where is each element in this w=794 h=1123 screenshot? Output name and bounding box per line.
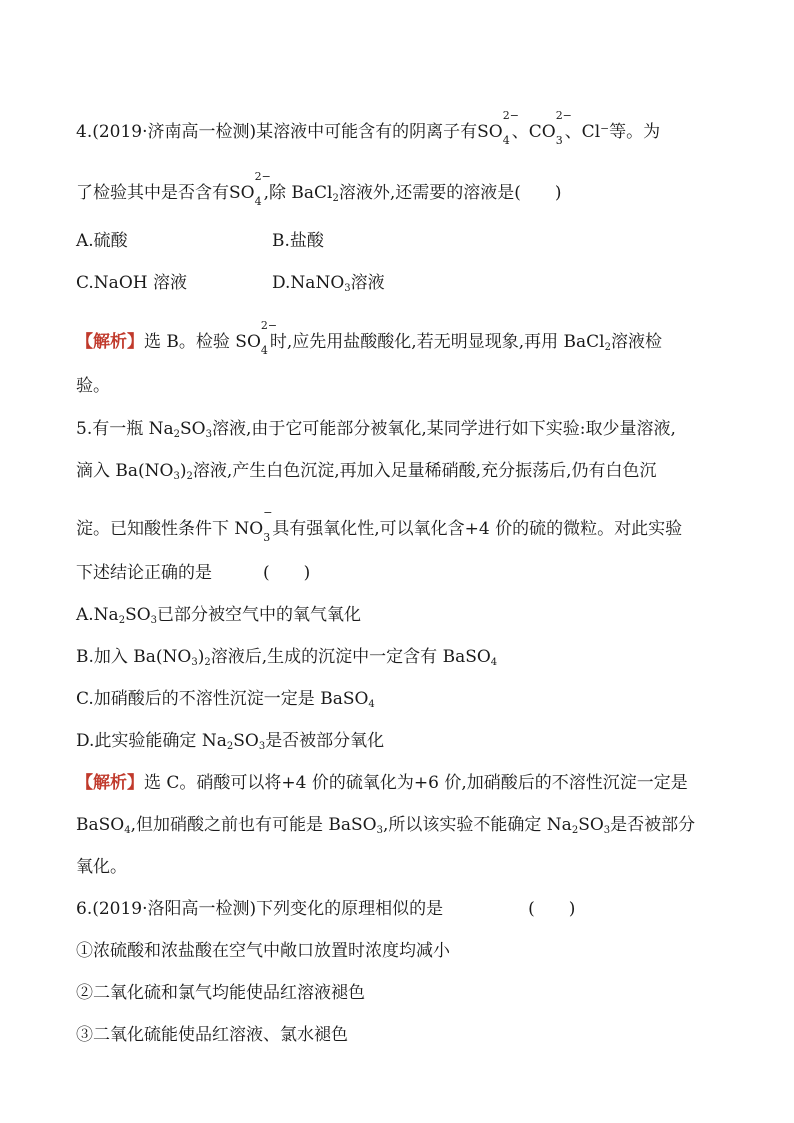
analysis-tag: 【解析】 bbox=[76, 332, 144, 352]
q5-analysis-line1: 【解析】选 C。硝酸可以将+4 价的硫氧化为+6 价,加硝酸后的不溶性沉淀一定是 bbox=[76, 773, 688, 793]
q4-option-d: D.NaNO$_3$溶液 bbox=[272, 273, 385, 294]
q6-stem: 6.(2019·洛阳高一检测)下列变化的原理相似的是 ( ) bbox=[76, 899, 576, 919]
co3-ion: 2− $_3$ bbox=[555, 109, 572, 147]
so4-ion: 2− $_4$ bbox=[502, 109, 519, 147]
q6-item-1: ①浓硫酸和浓盐酸在空气中敞口放置时浓度均减小 bbox=[76, 941, 450, 961]
q6-item-2: ②二氧化硫和氯气均能使品红溶液褪色 bbox=[76, 983, 365, 1003]
q5-stem-line3: 淀。已知酸性条件下 NO − $_3$ 具有强氧化性,可以氧化含+4 价的硫的微粒。对此实验 bbox=[76, 506, 683, 544]
q4-option-a: A.硫酸 bbox=[76, 231, 128, 251]
q4-option-b: B.盐酸 bbox=[272, 231, 324, 251]
q5-analysis-line2: BaSO$_4$,但加硝酸之前也有可能是 BaSO$_3$,所以该实验不能确定 $Na_2SO_3$是否被部分 bbox=[76, 815, 696, 836]
q4-option-c: C.NaOH 溶液 bbox=[76, 273, 187, 293]
q5-analysis-line3: 氧化。 bbox=[76, 857, 127, 877]
so4-ion: 2− $_4$ bbox=[260, 319, 278, 357]
q5-stem-line2: 滴入 $Ba(NO_3)_2$溶液,产生白色沉淀,再加入足量稀硝酸,充分振荡后,仍有白色沉 bbox=[76, 461, 657, 482]
q6-item-3: ③二氧化硫能使品红溶液、氯水褪色 bbox=[76, 1025, 348, 1045]
q4-analysis-line1: 【解析】选 B。检验 SO 2− $_4$ 时,应先用盐酸酸化,若无明显现象,再用 BaCl$_2$溶液检 bbox=[76, 319, 662, 357]
q4-stem-line2: 了检验其中是否含有SO 2− $_4$ ,除 BaCl$_2$溶液外,还需要的溶液是( ) bbox=[76, 170, 562, 208]
no3-ion: − $_3$ bbox=[263, 506, 273, 544]
so4-ion: 2− $_4$ bbox=[254, 170, 271, 208]
q5-stem-line4: 下述结论正确的是 ( ) bbox=[76, 563, 311, 583]
q5-option-c: C.加硝酸后的不溶性沉淀一定是 BaSO$_4$ bbox=[76, 689, 375, 710]
q5-stem-line1: 5.有一瓶 $Na_2SO_3$溶液,由于它可能部分被氧化,某同学进行如下实验:取少量溶液, bbox=[76, 419, 676, 440]
q4-stem-line1: 4.(2019·济南高一检测)某溶液中可能含有的阴离子有SO 2− $_4$ 、CO 2− $_3$ 、Cl⁻等。为 bbox=[76, 109, 661, 147]
q5-option-a: $A.Na_2SO_3$已部分被空气中的氧气氧化 bbox=[76, 605, 362, 626]
q5-option-b: B.加入 $Ba(NO_3)_2$溶液后,生成的沉淀中一定含有 BaSO$_4$ bbox=[76, 647, 498, 668]
q4-analysis-line2: 验。 bbox=[76, 376, 110, 396]
analysis-tag: 【解析】 bbox=[76, 773, 144, 793]
q5-option-d: D.此实验能确定 $Na_2SO_3$是否被部分氧化 bbox=[76, 731, 385, 752]
